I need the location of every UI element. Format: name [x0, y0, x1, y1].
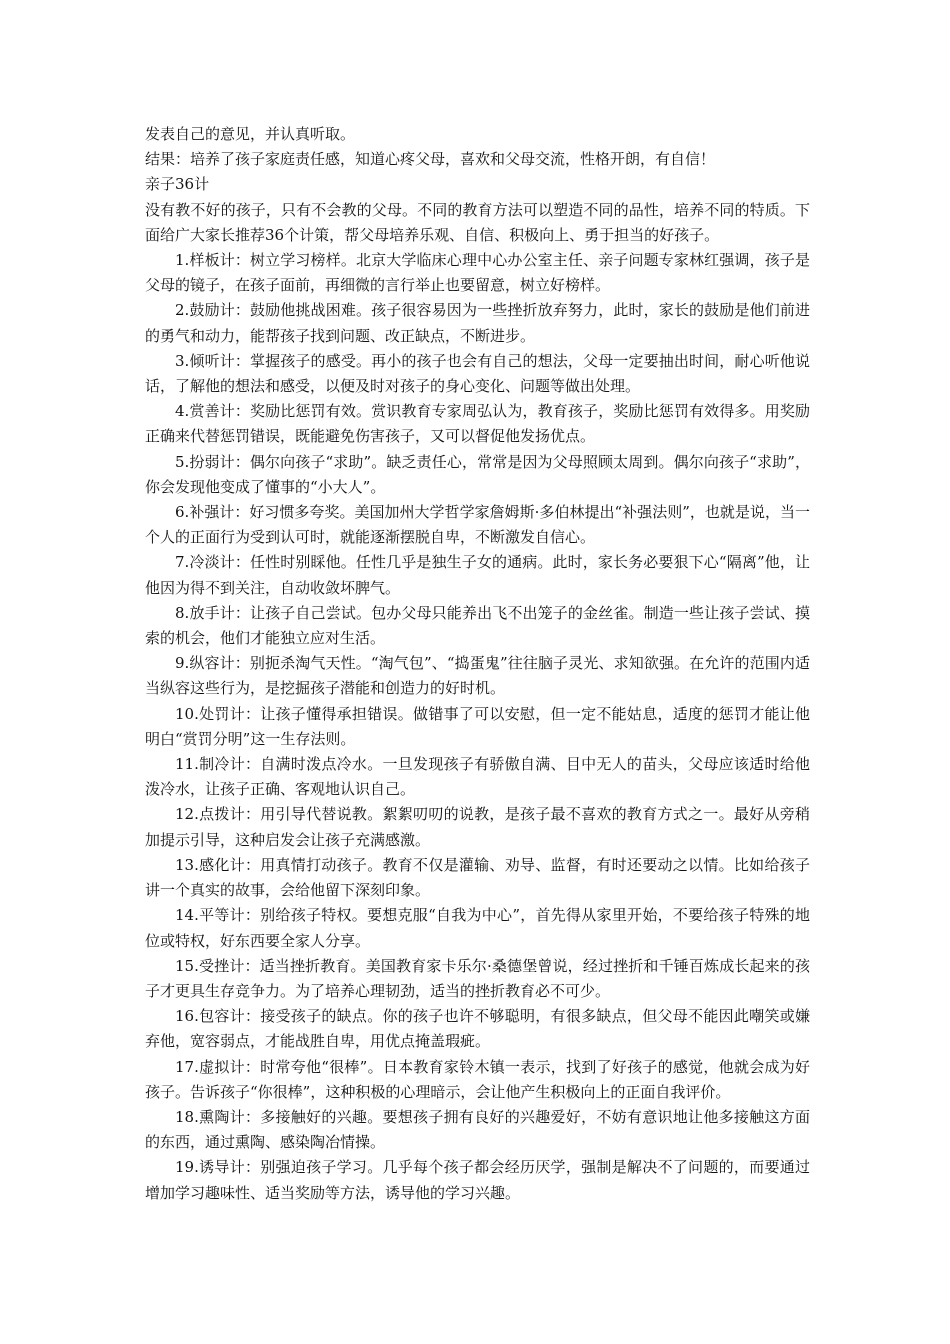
intro-line-result: 结果：培养了孩子家庭责任感，知道心疼父母，喜欢和父母交流，性格开朗，有自信！	[145, 150, 716, 169]
strategy-paragraph-8: 8.放手计：让孩子自己尝试。包办父母只能养出飞不出笼子的金丝雀。制造一些让孩子尝试、摸索的机会，他们才能独立应对生活。	[145, 603, 810, 648]
strategy-paragraph-7: 7.冷淡计：任性时别睬他。任性几乎是独生子女的通病。此时，家长务必要狠下心“隔离”他，让他因为得不到关注，自动收敛坏脾气。	[145, 553, 810, 597]
strategy-paragraph-12: 12.点拨计：用引导代替说教。絮絮叨叨的说教，是孩子最不喜欢的教育方式之一。最好从旁稍加提示引导，这种启发会让孩子充满感激。	[145, 805, 810, 849]
strategy-paragraph-5: 5.扮弱计：偶尔向孩子“求助”。缺乏责任心，常常是因为父母照顾太周到。偶尔向孩子“求助”，你会发现他变成了懂事的“小大人”。	[145, 452, 810, 496]
strategy-paragraph-15: 15.受挫计：适当挫折教育。美国教育家卡乐尔·桑德堡曾说，经过挫折和千锤百炼成长起来的孩子才更具生存竞争力。为了培养心理韧劲，适当的挫折教育必不可少。	[145, 956, 810, 1000]
strategy-paragraph-18: 18.熏陶计：多接触好的兴趣。要想孩子拥有良好的兴趣爱好，不妨有意识地让他多接触这方面的东西，通过熏陶、感染陶冶情操。	[145, 1107, 810, 1152]
strategy-paragraph-19: 19.诱导计：别强迫孩子学习。几乎每个孩子都会经历厌学，强制是解决不了问题的，而要通过增加学习趣味性、适当奖励等方法，诱导他的学习兴趣。	[145, 1158, 810, 1202]
strategy-paragraph-3: 3.倾听计：掌握孩子的感受。再小的孩子也会有自己的想法，父母一定要抽出时间，耐心听他说话，了解他的想法和感受，以便及时对孩子的身心变化、问题等做出处理。	[145, 351, 810, 396]
strategy-paragraph-10: 10.处罚计：让孩子懂得承担错误。做错事了可以安慰，但一定不能姑息，适度的惩罚才能让他明白“赏罚分明”这一生存法则。	[145, 704, 810, 748]
strategy-paragraph-4: 4.赏善计：奖励比惩罚有效。赏识教育专家周弘认为，教育孩子，奖励比惩罚有效得多。用奖励正确来代替惩罚错误，既能避免伤害孩子，又可以督促他发扬优点。	[145, 402, 810, 446]
strategy-paragraph-14: 14.平等计：别给孩子特权。要想克服“自我为中心”，首先得从家里开始，不要给孩子特殊的地位或特权，好东西要全家人分享。	[145, 906, 810, 950]
strategy-paragraph-11: 11.制冷计：自满时泼点冷水。一旦发现孩子有骄傲自满、目中无人的苗头，父母应该适时给他泼冷水，让孩子正确、客观地认识自己。	[145, 755, 810, 799]
strategy-paragraph-17: 17.虚拟计：时常夸他“很棒”。日本教育家铃木镇一表示，找到了好孩子的感觉，他就会成为好孩子。告诉孩子“你很棒”，这种积极的心理暗示，会让他产生积极向上的正面自我评价。	[145, 1057, 810, 1101]
strategy-paragraph-1: 1.样板计：树立学习榜样。北京大学临床心理中心办公室主任、亲子问题专家林红强调，孩子是父母的镜子，在孩子面前，再细微的言行举止也要留意，树立好榜样。	[145, 251, 810, 295]
section-heading: 亲子36计	[145, 175, 210, 194]
strategy-paragraph-6: 6.补强计：好习惯多夸奖。美国加州大学哲学家詹姆斯·多伯林提出“补强法则”，也就是说，当一个人的正面行为受到认可时，就能逐渐摆脱自卑，不断激发自信心。	[145, 503, 810, 547]
strategy-paragraph-2: 2.鼓励计：鼓励他挑战困难。孩子很容易因为一些挫折放弃努力，此时，家长的鼓励是他们前进的勇气和动力，能帮孩子找到问题、改正缺点，不断进步。	[145, 301, 810, 345]
section-intro-paragraph: 没有教不好的孩子，只有不会教的父母。不同的教育方法可以塑造不同的品性，培养不同的特质。下面给广大家长推荐36个计策，帮父母培养乐观、自信、积极向上、勇于担当的好孩子。	[145, 200, 810, 244]
document-body	[145, 122, 810, 1206]
intro-line-1: 发表自己的意见，并认真听取。	[145, 125, 356, 143]
strategy-paragraph-13: 13.感化计：用真情打动孩子。教育不仅是灌输、劝导、监督，有时还要动之以情。比如给孩子讲一个真实的故事，会给他留下深刻印象。	[145, 855, 810, 900]
strategy-paragraph-16: 16.包容计：接受孩子的缺点。你的孩子也许不够聪明，有很多缺点，但父母不能因此嘲笑或嫌弃他，宽容弱点，才能战胜自卑，用优点掩盖瑕疵。	[145, 1007, 810, 1051]
strategy-paragraph-9: 9.纵容计：别扼杀淘气天性。“淘气包”、“捣蛋鬼”往往脑子灵光、求知欲强。在允许的范围内适当纵容这些行为，是挖掘孩子潜能和创造力的好时机。	[145, 654, 810, 698]
